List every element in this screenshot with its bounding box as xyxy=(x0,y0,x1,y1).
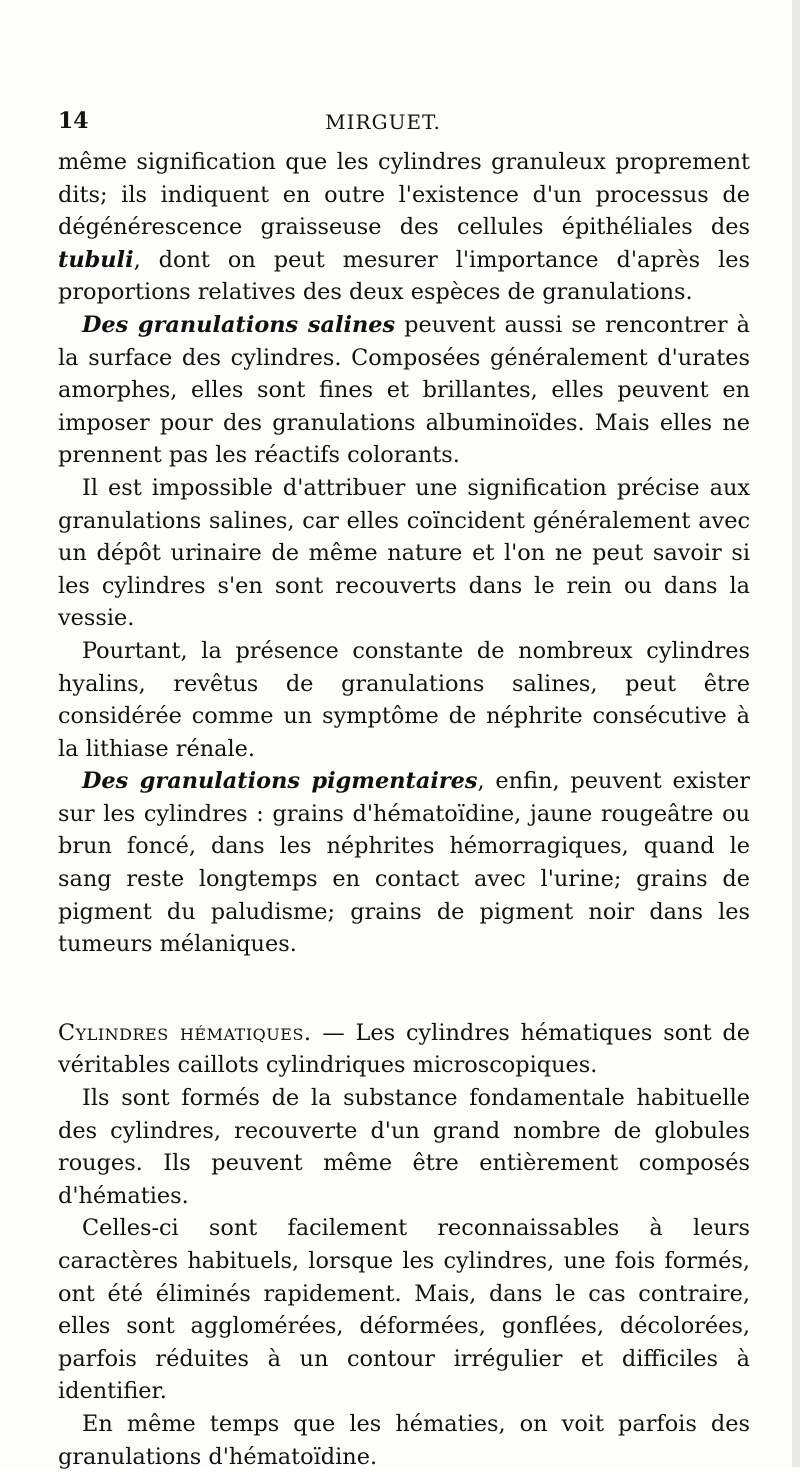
paragraph-8: Celles-ci sont facilement reconnaissables à leurs caractères habituels, lorsque les cylindres, une fois formés, ont été éliminés rapidement. Mais, dans le cas contraire, elles sont agglomérées, déformées, gonflées, décolorées, parfois réduites à un contour irrégulier et difficiles à identifier. xyxy=(58,1215,750,1405)
paragraph-1 xyxy=(58,146,750,309)
running-head: MIRGUET. xyxy=(325,110,441,134)
paragraph-1-italic: tubuli xyxy=(58,246,134,273)
paragraph-2-text: peuvent aussi se rencontrer à la surface des cylindres. Composées généralement d'urates amorphes, elles sont fines et brillantes, elles peuvent en imposer pour des granulations albuminoïdes. Mais elles ne prennent pas les réactifs colorants. xyxy=(58,311,750,469)
paragraph-2 xyxy=(58,309,750,472)
section-heading: Cylindres hématiques. xyxy=(58,1019,312,1046)
paragraph-9: En même temps que les hématies, on voit parfois des granulations d'hématoïdine. xyxy=(58,1410,750,1470)
paragraph-3: Il est impossible d'attribuer une signification précise aux granulations salines, car elles coïncident généralement avec un dépôt urinaire de même nature et l'on ne peut savoir si les cylindres s'en sont recouverts dans le rein ou dans la vessie. xyxy=(58,474,750,632)
section-gap xyxy=(58,961,750,1017)
paragraph-2-italic: Des granulations salines xyxy=(82,311,396,338)
paragraph-5 xyxy=(58,765,750,961)
page-number: 14 xyxy=(58,108,89,134)
paragraph-7: Ils sont formés de la substance fondamentale habituelle des cylindres, recouverte d'un grand nombre de globules rouges. Ils peuvent même être entièrement composés d'hématies. xyxy=(58,1085,750,1209)
paragraph-5-text: , enfin, peuvent exister sur les cylindres : grains d'hématoïdine, jaune rougeâtre ou brun foncé, dans les néphrites hémorragiques, quand le sang reste longtemps en contact avec l'urine; grains de pigment du paludisme; grains de pigment noir dans les tumeurs mélaniques. xyxy=(58,768,750,958)
body-text xyxy=(58,146,750,1473)
paragraph-4: Pourtant, la présence constante de nombreux cylindres hyalins, revêtus de granulations salines, peut être considérée comme un symptôme de néphrite consécutive à la lithiase rénale. xyxy=(58,637,750,762)
paragraph-1-end: , dont on peut mesurer l'importance d'après les proportions relatives des deux espèces de granulations. xyxy=(58,246,750,306)
paragraph-5-italic: Des granulations pigmentaires xyxy=(82,768,478,795)
paragraph-6-text: — Les cylindres hématiques sont de véritables caillots cylindriques microscopiques. xyxy=(58,1019,751,1079)
page-header xyxy=(58,108,748,142)
paragraph-1-text: même signification que les cylindres granuleux proprement dits; ils indiquent en outre l'existence d'un processus de dégénérescence graisseuse des cellules épithéliales des xyxy=(58,149,750,241)
paragraph-6 xyxy=(58,1017,750,1082)
